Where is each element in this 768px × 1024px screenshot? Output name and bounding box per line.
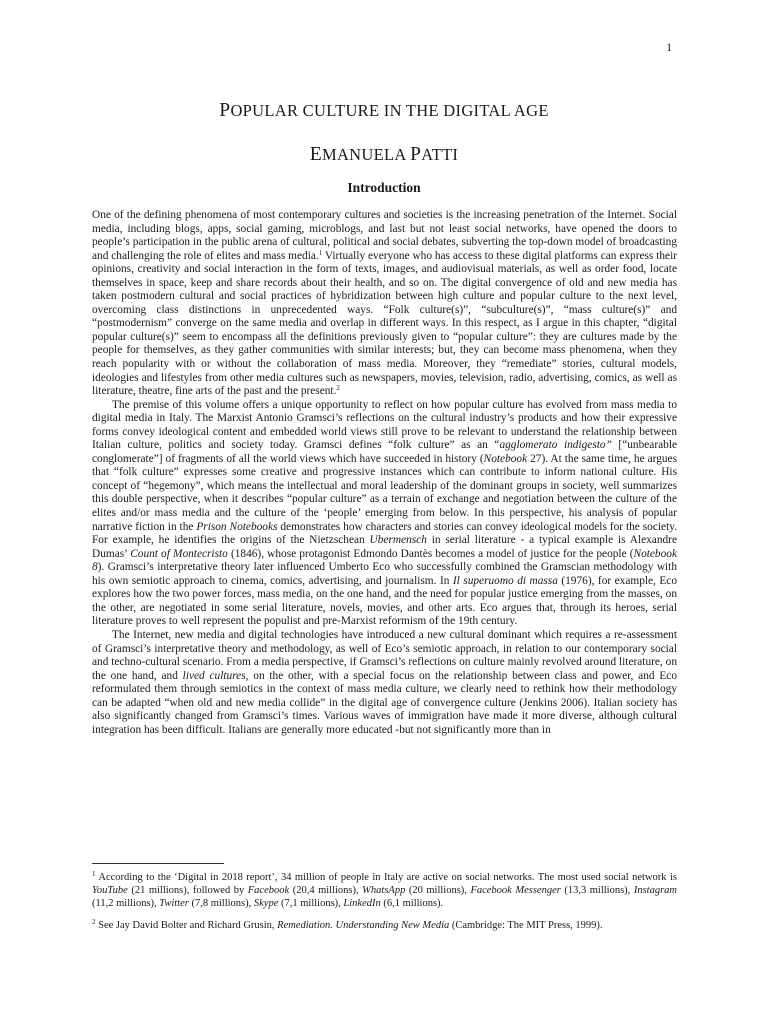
title-initial: P: [219, 100, 231, 121]
text-run: ). Gramsci’s interpretative theory later influenced Umberto Eco who successfully combined the Gramscian methodology with his own semiotic approach to cinema, comics, advertising, and journalism. In: [92, 561, 677, 587]
author-initial-last: P: [410, 144, 422, 165]
footnotes: [92, 872, 677, 942]
italic-run: Facebook Messenger: [470, 884, 561, 896]
italic-run: WhatsApp: [362, 884, 406, 896]
paper-title: [0, 100, 768, 122]
text-run: (20,4 millions),: [289, 884, 363, 896]
text-run: According to the ‘Digital in 2018 report’, 34 million of people in Italy are active on social networks. The most used social network is: [95, 872, 677, 883]
text-run: (1846), whose protagonist Edmondo Dantès becomes a model of justice for the people (: [227, 547, 634, 560]
text-run: See Jay David Bolter and Richard Grusin,: [95, 920, 278, 932]
author-rest-first: MANUELA: [322, 145, 411, 164]
text-run: (6,1 millions).: [380, 897, 444, 909]
footnote-separator: [92, 863, 224, 864]
italic-run: YouTube: [92, 884, 128, 896]
italic-run: Instagram: [633, 884, 677, 896]
italic-run: agglomerato indigesto”: [499, 439, 612, 452]
text-run: (7,1 millions),: [278, 897, 344, 909]
text-run: (1976), for example, Eco explores how the two power forces, mass media, on the one hand, and the need for popular justice emerging from the masses, on the other, are negotiated in some serial literature, novels, movies, and other arts. Eco argues that, through its heroes, serial literature proves to well represent the populist and pre-Marxist reformism of the 19th century.: [92, 574, 678, 628]
italic-run: Remediation. Understanding New Media: [277, 920, 450, 932]
text-run: [“unbearable conglomerate”] of fragments of all the world views which have succeeded in history (: [92, 439, 678, 465]
author-initial-first: E: [309, 144, 322, 165]
text-run: The premise of this volume offers a unique opportunity to reflect on how popular culture has evolved from mass media to digital media in Italy. The Marxist Antonio Gramsci’s reflections on the cultural industry’s products and how their expressive forms convey ideological content and embedded world views still prove to be relevant to understand the relationship between Italian culture, politics and society today. Gramsci defines “folk culture” as an “: [92, 398, 677, 452]
italic-run: Skype: [253, 897, 279, 909]
paragraph-3: [92, 629, 677, 737]
text-run: (7,8 millions),: [188, 897, 254, 909]
italic-run: Twitter: [159, 897, 189, 909]
text-run: Virtually everyone who has access to these digital platforms can express their opinions, creativity and social interaction in the form of texts, images, and audiovisual materials, as well as order food, locate themselves in space, keep and share records about their health, and so on. The digital convergence of old and new media has taken postmodern cultural and social practices of hybridization between high culture and popular culture to the next level, overcoming class distinctions in unprecedented ways. “Folk culture(s)”, “subculture(s)”, “mass culture(s)” and “postmodernism” converge on the same media and overlap in different ways. In this respect, as I argue in this chapter, “digital popular culture(s)” seem to encompass all the definitions previously given to “popular culture”: they are cultures made by the people for themselves, as they gather communities with similar interests; but, they can become mass phenomena, when they reach popularity with or without the collaboration of mass media. Moreover, they “remediate” stories, cultural models, ideologies and lifestyles from other media cultures such as newspapers, movies, television, radio, advertising, comics, as well as literature, theatre, fine arts of the past and the present.: [92, 249, 677, 398]
footnote-ref-2[interactable]: 2: [336, 384, 340, 393]
footnote-number-1: 1: [92, 870, 96, 878]
footnote-1: [92, 872, 677, 910]
text-run: 27). At the same time, he argues that “folk culture” expresses some creative and progressive instances which can contribute to inform national culture. His concept of “hegemony”, which means the intellectual and moral leadership of the dominant groups in society, well summarizes this double perspective, when it describes “popular culture” as a terrain of exchange and negotiation between the culture of the elites and/or mass media and the culture of the ‘people’ emerging from below. In this perspective, his analysis of popular narrative fiction in the: [92, 452, 677, 533]
italic-run: lived cultures: [182, 669, 246, 682]
text-run: demonstrates how characters and stories can convey ideological models for the society. For example, he identifies the origins of the Nietzschean: [92, 520, 677, 547]
text-run: The Internet, new media and digital technologies have introduced a new cultural dominant which requires a re-assessment of Gramsci’s interpretative theory and methodology, as well of Eco’s semiotic approach, in relation to our contemporary social and techno-cultural scenario. From a media perspective, if Gramsci’s reflections on culture mainly revolved around literature, on the one hand, and: [92, 628, 677, 682]
title-rest: OPULAR CULTURE IN THE DIGITAL AGE: [230, 101, 549, 120]
italic-run: Facebook: [247, 884, 290, 896]
text-run: (21 millions), followed by: [127, 884, 248, 896]
author-name: [0, 144, 768, 166]
italic-run: Count of Montecristo: [130, 547, 228, 560]
italic-run: Il superuomo di massa: [452, 574, 558, 587]
paragraph-2: [92, 399, 677, 629]
text-run: , on the other, with a special focus on the relationship between class and power, and Eco reformulated them through semiotics in the context of mass media culture, we clearly need to rethink how their methodology can be adapted “when old and new media collide” in the digital age of convergence culture (Jenkins 2006). Italian society has also significantly changed from Gramsci’s times. Various waves of immigration have made it more diverse, although cultural integration has been difficult. Italians are generally more educated -but not significantly more than in: [92, 669, 677, 736]
italic-run: Notebook 8: [92, 547, 677, 574]
italic-run: Prison Notebooks: [196, 520, 278, 533]
text-run: (20 millions),: [405, 884, 471, 896]
footnote-number-2: 2: [92, 918, 96, 927]
page-number: 1: [666, 42, 672, 54]
italic-run: Ubermensch: [369, 534, 427, 547]
text-run: (11,2 millions),: [92, 897, 160, 909]
author-rest-last: ATTI: [421, 145, 459, 164]
text-run: (Cambridge: The MIT Press, 1999).: [449, 920, 603, 932]
text-run: (13,3 millions),: [560, 884, 634, 896]
body-text: [92, 209, 677, 737]
text-run: One of the defining phenomena of most contemporary cultures and societies is the increasing penetration of the Internet. Social media, including blogs, apps, social gaming, microblogs, and last but not least social networks, have opened the doors to people’s participation in the public arena of cultural, political and social debates, subverting the top-down model of broadcasting and challenging the role of elites and mass media.: [92, 209, 677, 262]
paragraph-1: [92, 209, 677, 399]
footnote-ref-1[interactable]: 1: [318, 248, 323, 257]
footnote-2: [92, 920, 677, 933]
italic-run: Notebook: [483, 452, 528, 465]
italic-run: LinkedIn: [343, 897, 381, 909]
text-run: in serial literature - a typical example is Alexandre Dumas’: [92, 534, 677, 560]
section-heading: Introduction: [347, 180, 421, 195]
